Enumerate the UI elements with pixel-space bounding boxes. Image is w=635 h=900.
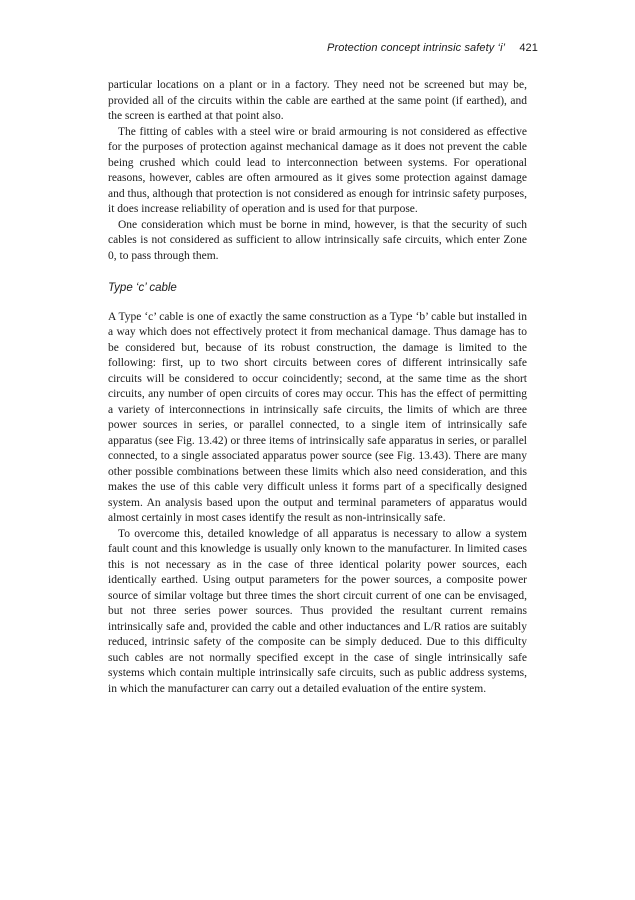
section-heading: Type ‘c’ cable bbox=[108, 282, 177, 294]
running-header bbox=[327, 42, 538, 54]
page-number: 421 bbox=[519, 42, 538, 54]
paragraph: One consideration which must be borne in mind, however, is that the security of such cables is not considered as sufficient to allow intrinsically safe circuits, which enter Zone 0, to pass through them. bbox=[108, 218, 527, 262]
paragraph: The fitting of cables with a steel wire or braid armouring is not considered as effective for the purposes of protection against mechanical damage as it does not prevent the cable being crushed which could lead to interconnection between systems. For operational reasons, however, cables are often armoured as it gives some protection against damage and thus, although that protection is not considered as enough for intrinsic safety purposes, it does increase reliability of operation and is used for that purpose. bbox=[108, 125, 527, 215]
running-title: Protection concept intrinsic safety ‘i’ bbox=[327, 42, 506, 54]
body-text bbox=[108, 78, 527, 697]
paragraph: particular locations on a plant or in a factory. They need not be screened but may be, provided all of the circuits within the cable are earthed at the same point (if earthed), and the screen is earthed at that point also. bbox=[108, 79, 527, 122]
paragraph: To overcome this, detailed knowledge of all apparatus is necessary to allow a system fault count and this knowledge is usually only known to the manufacturer. In limited cases this is not necessary as in the case of three identical polarity power sources, each identically earthed. Using output parameters for the power sources, a composite power source of similar voltage but three times the short circuit current of one can be envisaged, but not three series power sources. Thus provided the resultant current remains intrinsically safe and, provided the cable and other inductances and L/R ratios are suitably reduced, intrinsic safety of the composite can be simply deduced. Due to this difficulty such cables are not normally specified except in the case of single intrinsically safe systems which contain multiple intrinsically safe circuits, such as public address systems, in which the manufacturer can carry out a detailed evaluation of the entire system. bbox=[108, 527, 527, 695]
paragraph: A Type ‘c’ cable is one of exactly the same construction as a Type ‘b’ cable but installed in a way which does not effectively protect it from mechanical damage. Thus damage has to be considered but, because of its robust construction, the damage is limited to the following: first, up to two short circuits between cores of different intrinsically safe circuits will be considered to occur coincidently; second, at the same time as the short circuits, any number of open circuits of cores may occur. This has the effect of permitting a variety of interconnections in intrinsically safe circuits, the limits of which are three power sources in series, or parallel connected, to a single item of intrinsically safe apparatus (see Fig. 13.42) or three items of intrinsically safe apparatus in series, or parallel connected, to a single associated apparatus power source (see Fig. 13.43). There are many other possible combinations between these limits which also need consideration, and this makes the use of this cable very difficult unless it forms part of a specifically designed system. An analysis based upon the output and terminal parameters of apparatus would almost certainly in most cases identify the result as non-intrinsically safe. bbox=[108, 310, 527, 524]
